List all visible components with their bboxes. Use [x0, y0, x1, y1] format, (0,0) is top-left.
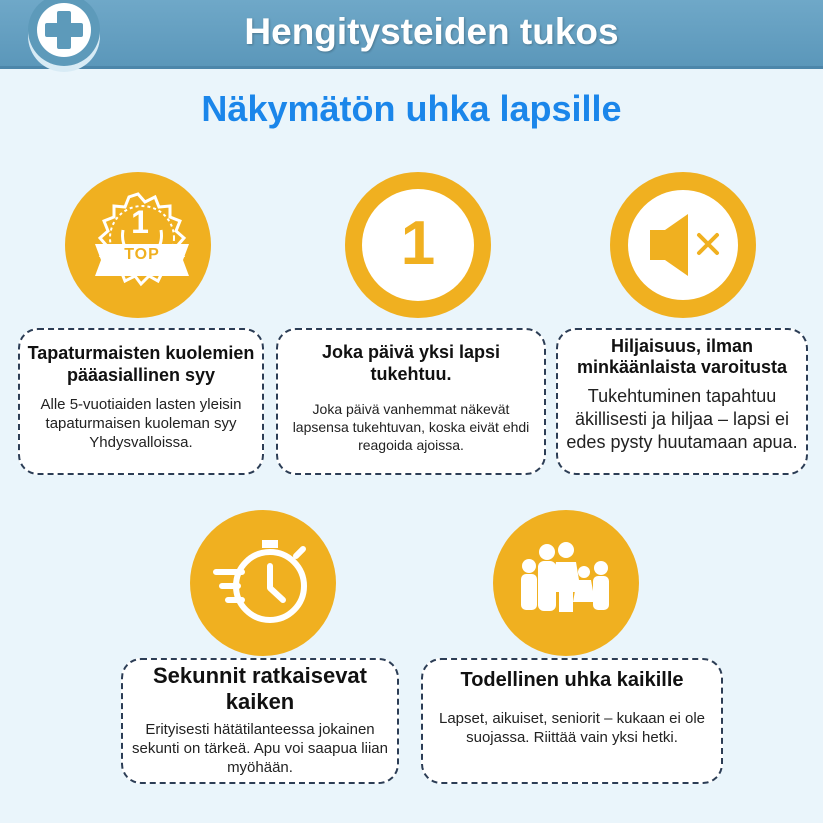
card-title: Hiljaisuus, ilman minkäänlaista varoitusta [576, 336, 788, 377]
header-bar [0, 0, 823, 69]
card-real-threat [421, 658, 723, 784]
badge-label: TOP [124, 246, 160, 263]
card-text: Tukehtuminen tapahtuu äkillisesti ja hiljaa – lapsi ei edes pysty huutamaan apua. [566, 386, 798, 452]
stopwatch-icon [190, 510, 336, 656]
card-daily-choking [276, 328, 546, 475]
number-one-icon [345, 172, 491, 318]
card-leading-cause [18, 328, 264, 475]
card-text: Alle 5-vuotiaiden lasten yleisin tapaturmaisen kuoleman syy Yhdysvalloissa. [40, 396, 242, 451]
medical-cross-logo [28, 0, 100, 66]
plus-icon [28, 0, 100, 66]
card-title: Sekunnit ratkaisevat kaiken [153, 663, 367, 714]
card-seconds-matter [121, 658, 399, 784]
card-text: Joka päivä vanhemmat näkevät lapsensa tukehtuvan, koska eivät ehdi reagoida ajoissa. [292, 401, 530, 453]
muted-speaker-icon [610, 172, 756, 318]
number-one-label: 1 [400, 209, 436, 278]
card-text: Erityisesti hätätilanteessa jokainen sekunti on tärkeä. Apu voi saapua liian myöhään. [131, 721, 388, 776]
card-silence [556, 328, 808, 475]
page-subtitle: Näkymätön uhka lapsille [201, 88, 622, 129]
badge-number: 1 [131, 204, 149, 240]
card-text: Lapset, aikuiset, seniorit – kukaan ei ole suojassa. Riittää vain yksi hetki. [439, 710, 705, 746]
header-title: Hengitysteiden tukos [244, 11, 619, 52]
card-title: Joka päivä yksi lapsi tukehtuu. [321, 342, 501, 384]
card-title: Tapaturmaisten kuolemien pääasiallinen syy [27, 343, 255, 385]
top-1-badge-icon [65, 172, 211, 318]
family-icon [493, 510, 639, 656]
card-title: Todellinen uhka kaikille [460, 669, 684, 691]
